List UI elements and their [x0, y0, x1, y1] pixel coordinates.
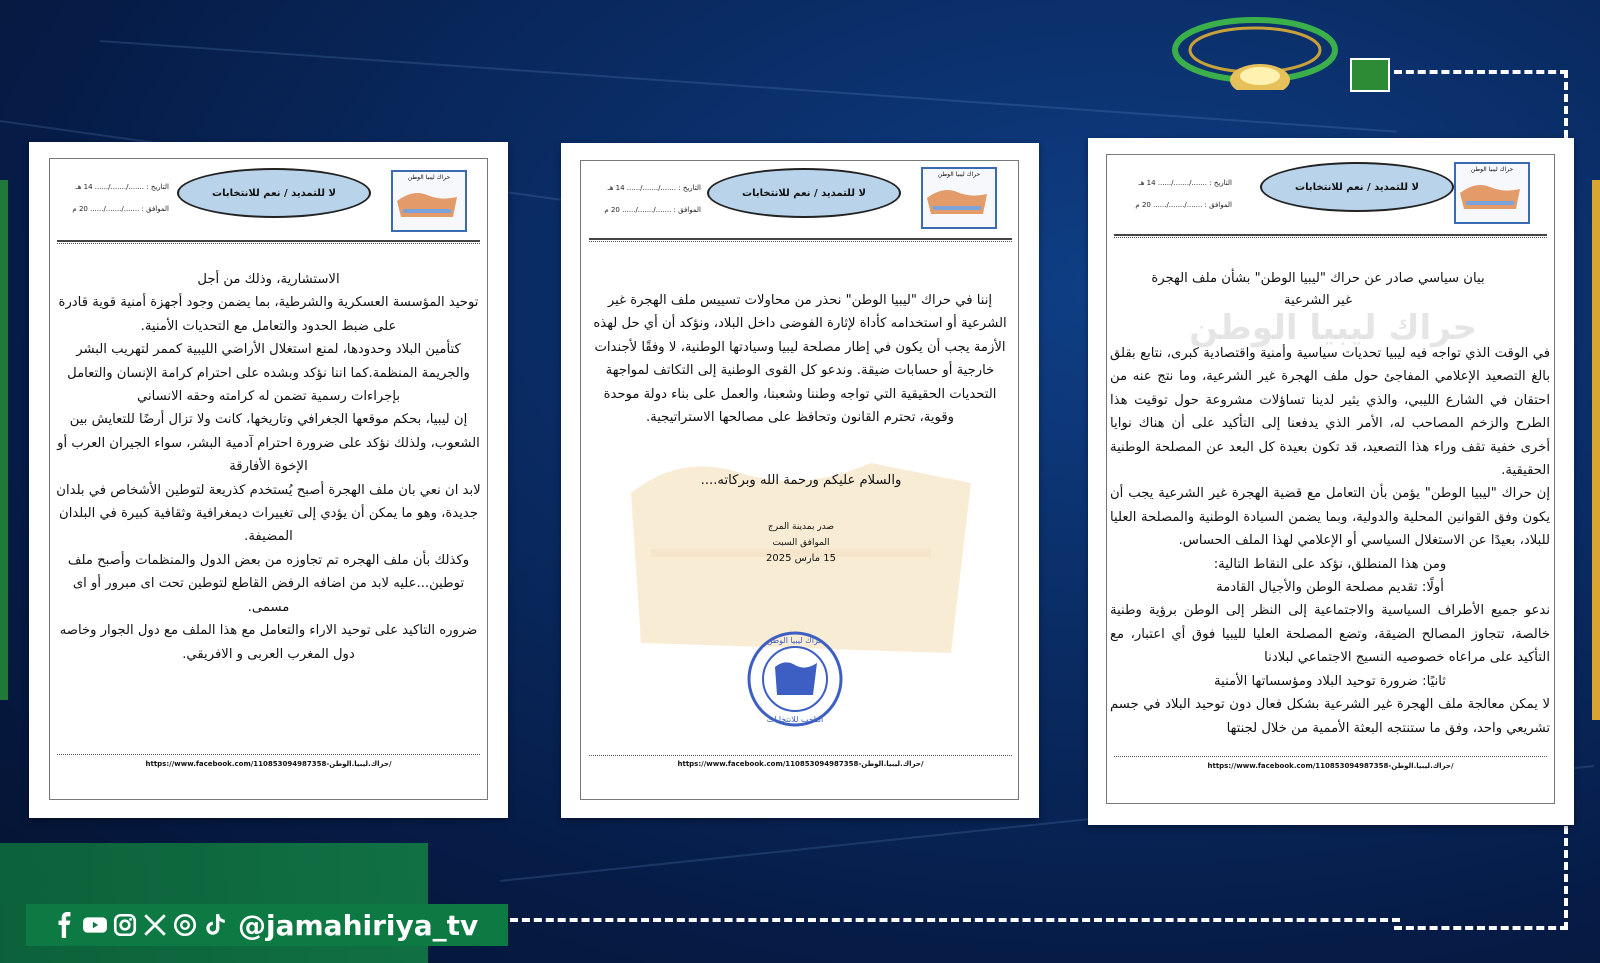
- facebook-link[interactable]: https://www.facebook.com/110853094987358-حراك.ليبيا.الوطن/: [145, 760, 392, 768]
- header-rule: [57, 240, 480, 242]
- paragraph: إن ليبيا، بحكم موقعها الجغرافي وتاريخها، كانت ولا تزال أرضًا للتعايش بين الشعوب، ولذلك نؤكد على ضرورة احترام آدمية البشر، سواء الجيران العرب أو الإخوة الأفارقة: [57, 412, 480, 475]
- header-rule: [1114, 237, 1547, 238]
- instagram-icon[interactable]: [112, 912, 138, 938]
- paragraph: ندعو جميع الأطراف السياسية والاجتماعية إلى النظر إلى الوطن برؤية وطنية خالصة، تتجاوز المصالح الضيقة، وتضع المصلحة العليا لليبيا فوق أي اعتبار، مع التأكيد على مراعاه خصوصيه النسيج الاجتماعي لبلادنا: [1110, 603, 1550, 666]
- date-fields: [583, 177, 701, 221]
- libya-map-icon: [393, 181, 461, 221]
- issue-day: الموافق السبت: [772, 538, 830, 548]
- dashed-frame-bottom: [510, 918, 1400, 922]
- hijri-date: التاريخ : ......./......./...... 14 هـ: [75, 183, 169, 191]
- document-page-left: [29, 142, 508, 818]
- paragraph: ضروره التاكيد على توحيد الاراء والتعامل مع هذا الملف مع دول الجوار وخاصه دول المغرب العربى و الافريقي.: [59, 623, 478, 662]
- paragraph: أولًا: تقديم مصلحة الوطن والأجيال القادمة: [1216, 580, 1444, 596]
- logo-label: حراك ليبيا الوطن: [1470, 166, 1514, 173]
- libya-map-icon: [1456, 173, 1524, 213]
- paragraph: كتأمين البلاد وحدودها، لمنع استغلال الأراضي الليبية كممر لتهريب البشر والجريمة المنظمة.كما اننا نؤكد وبشده على احترام كرامة الإنسان والتعامل بإجراءات رسمية تضمن له كرامته وحقه الانساني: [67, 342, 470, 405]
- left-accent-bar: [0, 180, 8, 700]
- issue-date: 15 مارس 2025: [766, 553, 836, 564]
- threads-icon[interactable]: [172, 912, 198, 938]
- hijri-date: التاريخ : ......./......./...... 14 هـ: [607, 184, 701, 192]
- slogan-oval: لا للتمديد / نعم للانتخابات: [1260, 162, 1454, 212]
- stamp-top-text: حراك ليبيا الوطن: [766, 636, 824, 645]
- paragraph: إننا في حراك "ليبيا الوطن" نحذر من محاولات تسييس ملف الهجرة غير الشرعية أو استخدامه كأداة لإثارة الفوضى داخل البلاد، ونؤكد أن أي حل لهذه الأزمة يجب أن يكون في إطار مصلحة ليبيا وسيادتها الوطنية، لا وفقًا لأجندات خارجية أو حسابات ضيقة. وندعو كل القوى الوطنية إلى التكاتف لمواجهة التحديات الحقيقية التي تواجه وطننا وشعبنا، والعمل على بناء دولة موحدة وقوية، تحترم القانون وتحافظ على مصالحها الاستراتيجية.: [593, 293, 1007, 426]
- footer-rule: [57, 754, 480, 755]
- greg-date: الموافق : ......./......./...... 20 م: [604, 206, 701, 214]
- tiktok-icon[interactable]: [202, 912, 228, 938]
- header-rule: [589, 238, 1012, 240]
- social-bar: [26, 904, 508, 946]
- page-left-body: [55, 268, 482, 666]
- slogan-oval: لا للتمديد / نعم للانتخابات: [707, 168, 901, 218]
- date-fields: [1114, 172, 1232, 216]
- youtube-icon[interactable]: [82, 912, 108, 938]
- footer-rule: [1114, 756, 1547, 757]
- hijri-date: التاريخ : ......./......./...... 14 هـ: [1138, 179, 1232, 187]
- channel-logo-icon: [1165, 10, 1340, 90]
- header-rule: [1114, 234, 1547, 236]
- right-accent-bar: [1592, 180, 1600, 720]
- facebook-link[interactable]: https://www.facebook.com/110853094987358-حراك.ليبيا.الوطن/: [1207, 762, 1454, 770]
- date-fields: [59, 176, 169, 220]
- social-handle[interactable]: @jamahiriya_tv: [238, 908, 479, 942]
- facebook-link[interactable]: https://www.facebook.com/110853094987358-حراك.ليبيا.الوطن/: [677, 760, 924, 768]
- document-page-right: [1088, 138, 1574, 825]
- paragraph: توحيد المؤسسة العسكرية والشرطية، بما يضمن وجود أجهزة أمنية قوية قادرة على ضبط الحدود والتعامل مع التحديات الأمنية.: [58, 295, 479, 334]
- page-right-body: [1110, 342, 1550, 740]
- movement-logo: [391, 170, 467, 232]
- paragraph: لا يمكن معالجة ملف الهجرة غير الشرعية بشكل فعال دون توحيد البلاد في جسم تشريعي واحد، وفق ما ستنتجه البعثة الأممية من خلال لجنتها: [1110, 697, 1550, 736]
- paragraph: في الوقت الذي تواجه فيه ليبيا تحديات سياسية وأمنية واقتصادية كبرى، نتابع بقلق بالغ التصعيد الإعلامي المفاجئ حول ملف الهجرة غير الشرعية، وما نتج عنه من احتقان في الشارع الليبي، والذي يثير لدينا تساؤلات مشروعة حول توقيت هذا الطرح والزخم المصاحب له، الأمر الذي يدفعنا إلى التأكيد على أن هناك نوايا أخرى خفية تقف وراء هذا التصعيد، قد تكون بعيدة كل البعد عن المصلحة الوطنية الحقيقية.: [1110, 346, 1550, 479]
- page-watermark: حراك ليبيا الوطن: [1189, 308, 1477, 348]
- paragraph: الاستشارية، وذلك من أجل: [197, 272, 340, 287]
- header-rule: [57, 243, 480, 244]
- issue-place: صدر بمدينة المرج: [767, 522, 835, 532]
- logo-label: حراك ليبيا الوطن: [937, 171, 981, 178]
- issue-info: [701, 519, 901, 567]
- movement-logo: [921, 167, 997, 229]
- paragraph: لابد ان نعي بان ملف الهجرة أصبح يُستخدم كذريعة لتوطين الأشخاص في بلدان جديدة، وهو ما يمكن أن يؤدي إلى تغييرات ديمغرافية وثقافية كبيرة في البلدان المضيفة.: [56, 482, 481, 545]
- closing-greeting: والسلام عليكم ورحمة الله وبركاته....: [700, 473, 902, 488]
- footer-rule: [589, 755, 1012, 756]
- document-page-middle: [561, 143, 1039, 818]
- paragraph: وكذلك بأن ملف الهجره تم تجاوزه من بعض الدول والمنظمات وأصبح ملف توطين...عليه لابد من اضافه الرفض القاطع لتوطين تحت اى مبرور أو اى مسمى.: [67, 552, 470, 615]
- official-stamp-icon: [733, 629, 857, 729]
- paragraph: ثانيًا: ضرورة توحيد البلاد ومؤسساتها الأمنية: [1214, 673, 1446, 689]
- header-rule: [589, 241, 1012, 242]
- logo-green-square: [1350, 58, 1390, 92]
- libya-map-icon: [923, 178, 991, 218]
- stamp-bottom-text: الناخب للانتخابات: [766, 715, 824, 724]
- logo-label: حراك ليبيا الوطن: [407, 174, 451, 181]
- slogan-oval: لا للتمديد / نعم للانتخابات: [177, 168, 371, 218]
- page-middle-body: [586, 289, 1014, 429]
- x-icon[interactable]: [142, 912, 168, 938]
- greg-date: الموافق : ......./......./...... 20 م: [1135, 201, 1232, 209]
- paragraph: إن حراك "ليبيا الوطن" يؤمن بأن التعامل مع قضية الهجرة غير الشرعية يجب أن يكون وفق القوانين المحلية والدولية، وبما يضمن السيادة الوطنية والمصلحة العليا للبلاد، بعيدًا عن الاستغلال السياسي أو الإعلامي لهذا الملف الحساس.: [1110, 486, 1550, 549]
- statement-title: بيان سياسي صادر عن حراك "ليبيا الوطن" بشأن ملف الهجرة غير الشرعية: [1151, 271, 1485, 308]
- facebook-icon[interactable]: [52, 912, 78, 938]
- movement-logo: [1454, 162, 1530, 224]
- greg-date: الموافق : ......./......./...... 20 م: [72, 205, 169, 213]
- paragraph: ومن هذا المنطلق، نؤكد على النقاط التالية:: [1213, 556, 1447, 572]
